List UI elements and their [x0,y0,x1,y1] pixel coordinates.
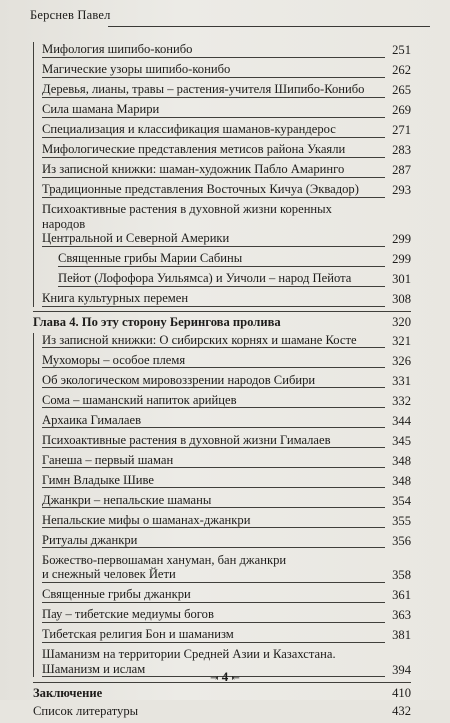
toc-entry [42,513,411,529]
toc-entry-title: Магические узоры шипибо-конибо [42,62,385,78]
toc-entry-title: Книга культурных перемен [42,291,385,307]
toc-entry-title: Мифология шипибо-конибо [42,42,385,58]
toc-entry-page: 283 [392,143,411,157]
toc-entry [42,627,411,643]
toc-entry-title: Ритуалы джанкри [42,533,385,549]
toc-entry-title: Пейот (Лофофора Уильямса) и Уичоли – народ Пейота [58,271,385,287]
toc-entry [42,533,411,549]
toc-entry [42,102,411,118]
footer-ornament-right: ⇤ [231,673,240,684]
toc-entry-page: 363 [392,608,411,622]
table-of-contents [33,42,411,723]
toc-entry-title: Священные грибы джанкри [42,587,385,603]
toc-entry-page: 345 [392,433,411,448]
toc-entry-title: Глава 4. По эту сторону Берингова пролива [33,315,281,329]
toc-entry-title: Сила шамана Марири [42,102,385,118]
toc-entry-page: 287 [392,163,411,177]
running-header: Берснев Павел [30,8,111,22]
toc-entry-title: Архаика Гималаев [42,413,385,429]
toc-entry [42,291,411,307]
toc-entry [42,453,411,469]
toc-entry-page: 432 [392,704,411,718]
toc-entry-page: 251 [392,43,411,57]
toc-entry-title: Непальские мифы о шаманах-джанкри [42,513,385,529]
toc-entry [42,251,411,267]
toc-section-chapter4 [33,333,411,678]
toc-entry-page: 293 [392,183,411,197]
toc-entry [42,142,411,158]
toc-entry [42,607,411,623]
toc-entry-page: 265 [392,83,411,97]
toc-entry-title: Тибетская религия Бон и шаманизм [42,627,385,643]
toc-entry-title: Из записной книжки: шаман-художник Пабло Амаринго [42,162,385,178]
toc-entry [42,42,411,58]
toc-entry [42,82,411,98]
toc-entry-page: 332 [392,393,411,408]
toc-entry [42,333,411,349]
toc-entry-page: 348 [392,453,411,468]
toc-entry-title: Заключение [33,685,103,700]
toc-entry [42,433,411,449]
toc-entry-title: Об экологическом мировоззрении народов Сибири [42,373,385,389]
toc-entry-page: 355 [392,513,411,528]
toc-entry-title: Традиционные представления Восточных Кичуа (Эквадор) [42,182,385,198]
toc-entry-title: Психоактивные растения в духовной жизни Гималаев [42,433,385,449]
toc-entry-page: 344 [392,413,411,428]
toc-entry [42,62,411,78]
toc-entry-page: 271 [392,123,411,137]
toc-entry-page: 356 [392,533,411,548]
toc-entry-title: Пау – тибетские медиумы богов [42,607,385,623]
toc-entry [42,413,411,429]
toc-entry-page: 321 [392,333,411,348]
toc-entry [42,473,411,489]
toc-entry-title: Специализация и классификация шаманов-курандерос [42,122,385,138]
toc-entry [33,704,411,719]
toc-entry [42,493,411,509]
toc-entry-page: 301 [392,272,411,286]
toc-entry-page: 299 [392,252,411,266]
toc-entry-title: Шаманизм на территории Средней Азии и Казахстана. Шаманизм и ислам [42,647,385,677]
toc-entry-page: 326 [392,353,411,368]
toc-entry-title: Джанкри – непальские шаманы [42,493,385,509]
toc-entry-page: 331 [392,373,411,388]
toc-entry [33,311,411,330]
toc-entry-title: Гимн Владыке Шиве [42,473,385,489]
toc-entry-title: Мухоморы – особое племя [42,353,385,369]
toc-entry-page: 299 [392,232,411,246]
toc-entry-page: 394 [392,662,411,677]
toc-entry-page: 262 [392,63,411,77]
toc-section-chapter3-continued [33,42,411,307]
toc-entry-title: Деревья, лианы, травы – растения-учителя Шипибо-Конибо [42,82,385,98]
page-number: 4 [221,669,229,684]
toc-entry-title: Ганеша – первый шаман [42,453,385,469]
toc-entry-title: Мифологические представления метисов района Укаяли [42,142,385,158]
toc-entry [42,373,411,389]
header-rule [108,26,430,27]
toc-entry [42,182,411,198]
toc-entry-page: 308 [392,292,411,306]
toc-entry-title: Из записной книжки: О сибирских корнях и шамане Косте [42,333,385,349]
toc-chapter-heading-block [33,311,411,330]
toc-entry [42,162,411,178]
toc-entry-title: Божество-первошаман хануман, бан джанкри и снежный человек Йети [42,553,385,583]
toc-entry-page: 348 [392,473,411,488]
toc-entry-page: 358 [392,568,411,582]
toc-entry [42,553,411,583]
toc-entry-page: 361 [392,588,411,602]
toc-entry [42,353,411,369]
toc-entry-page: 269 [392,103,411,117]
toc-entry [42,271,411,287]
toc-tail-block [33,682,411,719]
toc-entry [42,122,411,138]
toc-entry-title: Священные грибы Марии Сабины [58,251,385,267]
toc-entry-page: 320 [392,315,411,329]
toc-entry-page: 354 [392,493,411,508]
toc-entry [42,202,411,247]
toc-entry-page: 381 [392,628,411,642]
toc-entry [42,393,411,409]
toc-entry-title: Психоактивные растения в духовной жизни коренных народов Центральной и Северной Америки [42,202,385,247]
toc-entry-page: 410 [392,685,411,700]
toc-entry-title: Сома – шаманский напиток арийцев [42,393,385,409]
page-footer [0,669,450,685]
toc-entry [42,587,411,603]
toc-entry-title: Список литературы [33,704,139,718]
footer-ornament-left: ⇥ [210,673,219,684]
